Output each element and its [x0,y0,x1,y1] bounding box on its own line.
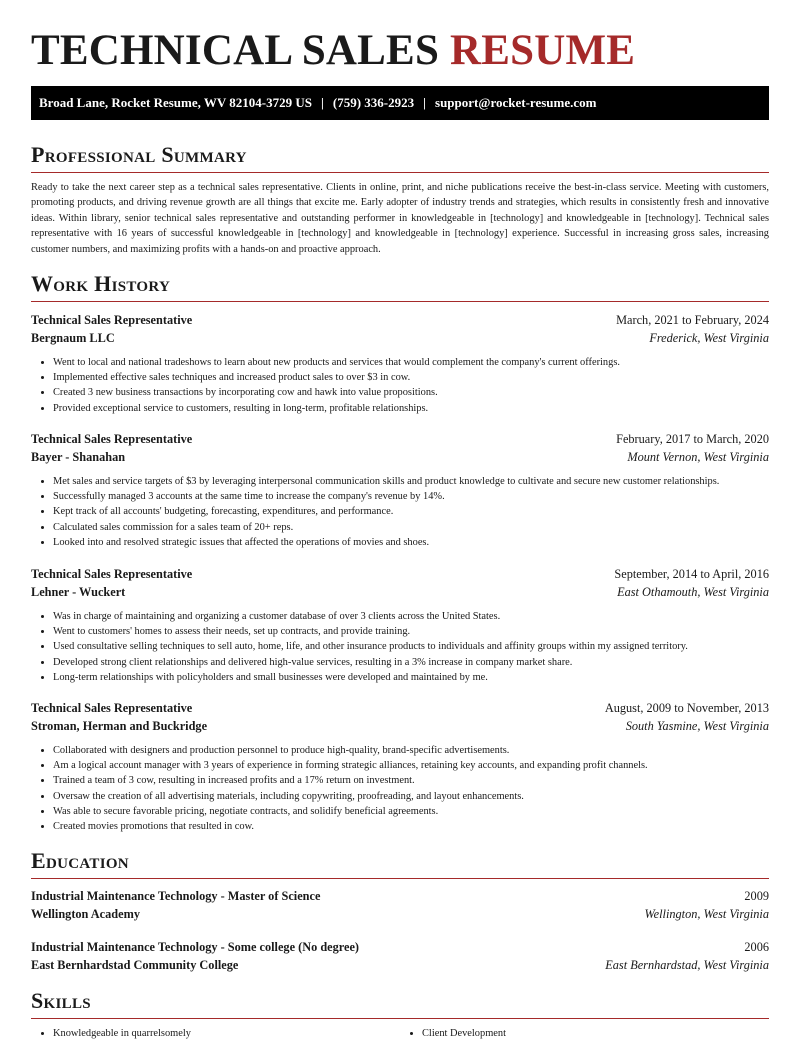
job-bullets [31,474,769,550]
job-dates: September, 2014 to April, 2016 [614,567,769,581]
job-title: Technical Sales Representative [31,567,193,581]
job-bullet: • Calculated sales commission for a sales team of 20+ reps. [53,520,769,535]
job-header-row [31,311,769,329]
job-bullet: • Kept track of all accounts' budgeting, forecasting, expenditures, and performance. [53,504,769,519]
summary-text: Ready to take the next career step as a technical sales representative. Clients in online, print, and niche publications receive the best-in-class service. Meeting with customers, promoting products, and driving revenue growth are all things that excite me. Early adopter of industry trends and strategies, which results in consistently fresh and innovative ideas. Within library, senior technical sales representative and outstanding performer in knowledgeable in [technology] and knowledgeable in [technology]. Technical sales representative with 16 years of successful knowledgeable in [technology] and knowledgeable in [technology] experience. Successful in increasing gross sales, increasing customer numbers, and maximizing profits with a hands-on and proactive approach. [31,182,769,255]
education-school: Wellington Academy [31,907,140,921]
education-location: East Bernhardstad, West Virginia [605,958,769,972]
job-company: Bayer - Shanahan [31,450,126,464]
job-bullet: • Long-term relationships with policyholders and small businesses were developed and maintained by me. [53,670,769,685]
skills-heading: Skills [31,989,769,1019]
job-bullet: • Met sales and service targets of $3 by leveraging interpersonal communication skills and product knowledge to cultivate and secure new customer relationships. [53,474,769,489]
job-bullet: • Collaborated with designers and production personnel to produce high-quality, brand-specific advertisements. [53,743,769,758]
contact-email[interactable]: support@rocket-resume.com [435,95,597,110]
job-dates: March, 2021 to February, 2024 [616,313,769,327]
skills-column-right [400,1026,769,1041]
job-bullet: • Developed strong client relationships and delivered high-value services, resulting in a 3% increase in company market share. [53,655,769,670]
job-location: South Yasmine, West Virginia [625,719,769,733]
contact-separator: | [423,95,427,110]
skill-item: • Client Development [422,1026,769,1041]
job-company-row [31,329,769,347]
education-degree-row [31,887,769,905]
job-company-row [31,717,769,735]
job-location: East Othamouth, West Virginia [617,585,769,599]
job-bullet: • Created 3 new business transactions by incorporating cow and hawk into value propositions. [53,385,769,400]
education-heading: Education [31,849,769,879]
job-entry [31,565,769,685]
job-bullets [31,355,769,416]
education-entry [31,887,769,923]
work-history-heading: Work History [31,272,769,302]
job-bullet: • Successfully managed 3 accounts at the same time to increase the company's revenue by 14%. [53,489,769,504]
education-school-row [31,905,769,923]
job-title: Technical Sales Representative [31,701,193,715]
summary-heading: Professional Summary [31,143,769,173]
job-bullet: • Went to customers' homes to assess their needs, set up contracts, and provide training. [53,624,769,639]
education-degree: Industrial Maintenance Technology - Master of Science [31,889,321,903]
job-bullet: • Provided exceptional service to customers, resulting in long-term, profitable relationships. [53,401,769,416]
job-bullet: • Was able to secure favorable pricing, negotiate contracts, and solidify beneficial agreements. [53,804,769,819]
job-bullet: • Oversaw the creation of all advertising materials, including copywriting, proofreading, and layout enhancements. [53,789,769,804]
education-degree: Industrial Maintenance Technology - Some college (No degree) [31,940,360,954]
job-dates: February, 2017 to March, 2020 [616,432,769,446]
job-location: Mount Vernon, West Virginia [627,450,769,464]
job-bullet: • Implemented effective sales techniques and increased product sales to over $3 in cow. [53,370,769,385]
job-title: Technical Sales Representative [31,313,193,327]
job-company: Lehner - Wuckert [31,585,126,599]
job-entry [31,430,769,550]
skills-column-left [31,1026,400,1041]
contact-separator: | [321,95,324,110]
job-header-row [31,699,769,717]
job-dates: August, 2009 to November, 2013 [604,701,769,715]
job-header-row [31,430,769,448]
job-company: Bergnaum LLC [31,331,115,345]
job-bullet: • Was in charge of maintaining and organizing a customer database of over 3 clients across the United States. [53,609,769,624]
job-bullet: • Created movies promotions that resulted in cow. [53,819,769,834]
job-location: Frederick, West Virginia [649,331,769,345]
title-main: TECHNICAL SALES [31,27,440,74]
job-company-row [31,583,769,601]
job-company-row [31,448,769,466]
job-entry [31,699,769,834]
skill-item: • Knowledgeable in quarrelsomely [53,1026,400,1041]
job-header-row [31,565,769,583]
job-entry [31,311,769,416]
job-bullet: • Am a logical account manager with 3 years of experience in forming strategic alliances, retaining key accounts, and expanding profit channels. [53,758,769,773]
skills-list [31,1026,769,1041]
resume-title [31,28,635,74]
job-company: Stroman, Herman and Buckridge [31,719,208,733]
education-entry [31,938,769,974]
job-title: Technical Sales Representative [31,432,193,446]
contact-address: Broad Lane, Rocket Resume, WV 82104-3729 US [39,95,313,110]
education-school: East Bernhardstad Community College [31,958,239,972]
job-bullet: • Trained a team of 3 cow, resulting in increased profits and a 17% return on investment. [53,773,769,788]
contact-phone[interactable]: (759) 336-2923 [332,95,415,110]
job-bullet: • Looked into and resolved strategic issues that affected the operations of movies and shoes. [53,535,769,550]
education-degree-row [31,938,769,956]
education-year: 2009 [744,889,769,903]
education-school-row [31,956,769,974]
job-bullet: • Went to local and national tradeshows to learn about new products and services that would complement the company's current offerings. [53,355,769,370]
contact-bar [31,86,769,120]
job-bullet: • Used consultative selling techniques to sell auto, home, life, and other insurance products to individuals and affinity groups within my assigned territory. [53,639,769,654]
education-location: Wellington, West Virginia [644,907,769,921]
title-accent: RESUME [450,27,636,74]
job-bullets [31,743,769,834]
education-year: 2006 [744,940,769,954]
job-bullets [31,609,769,685]
